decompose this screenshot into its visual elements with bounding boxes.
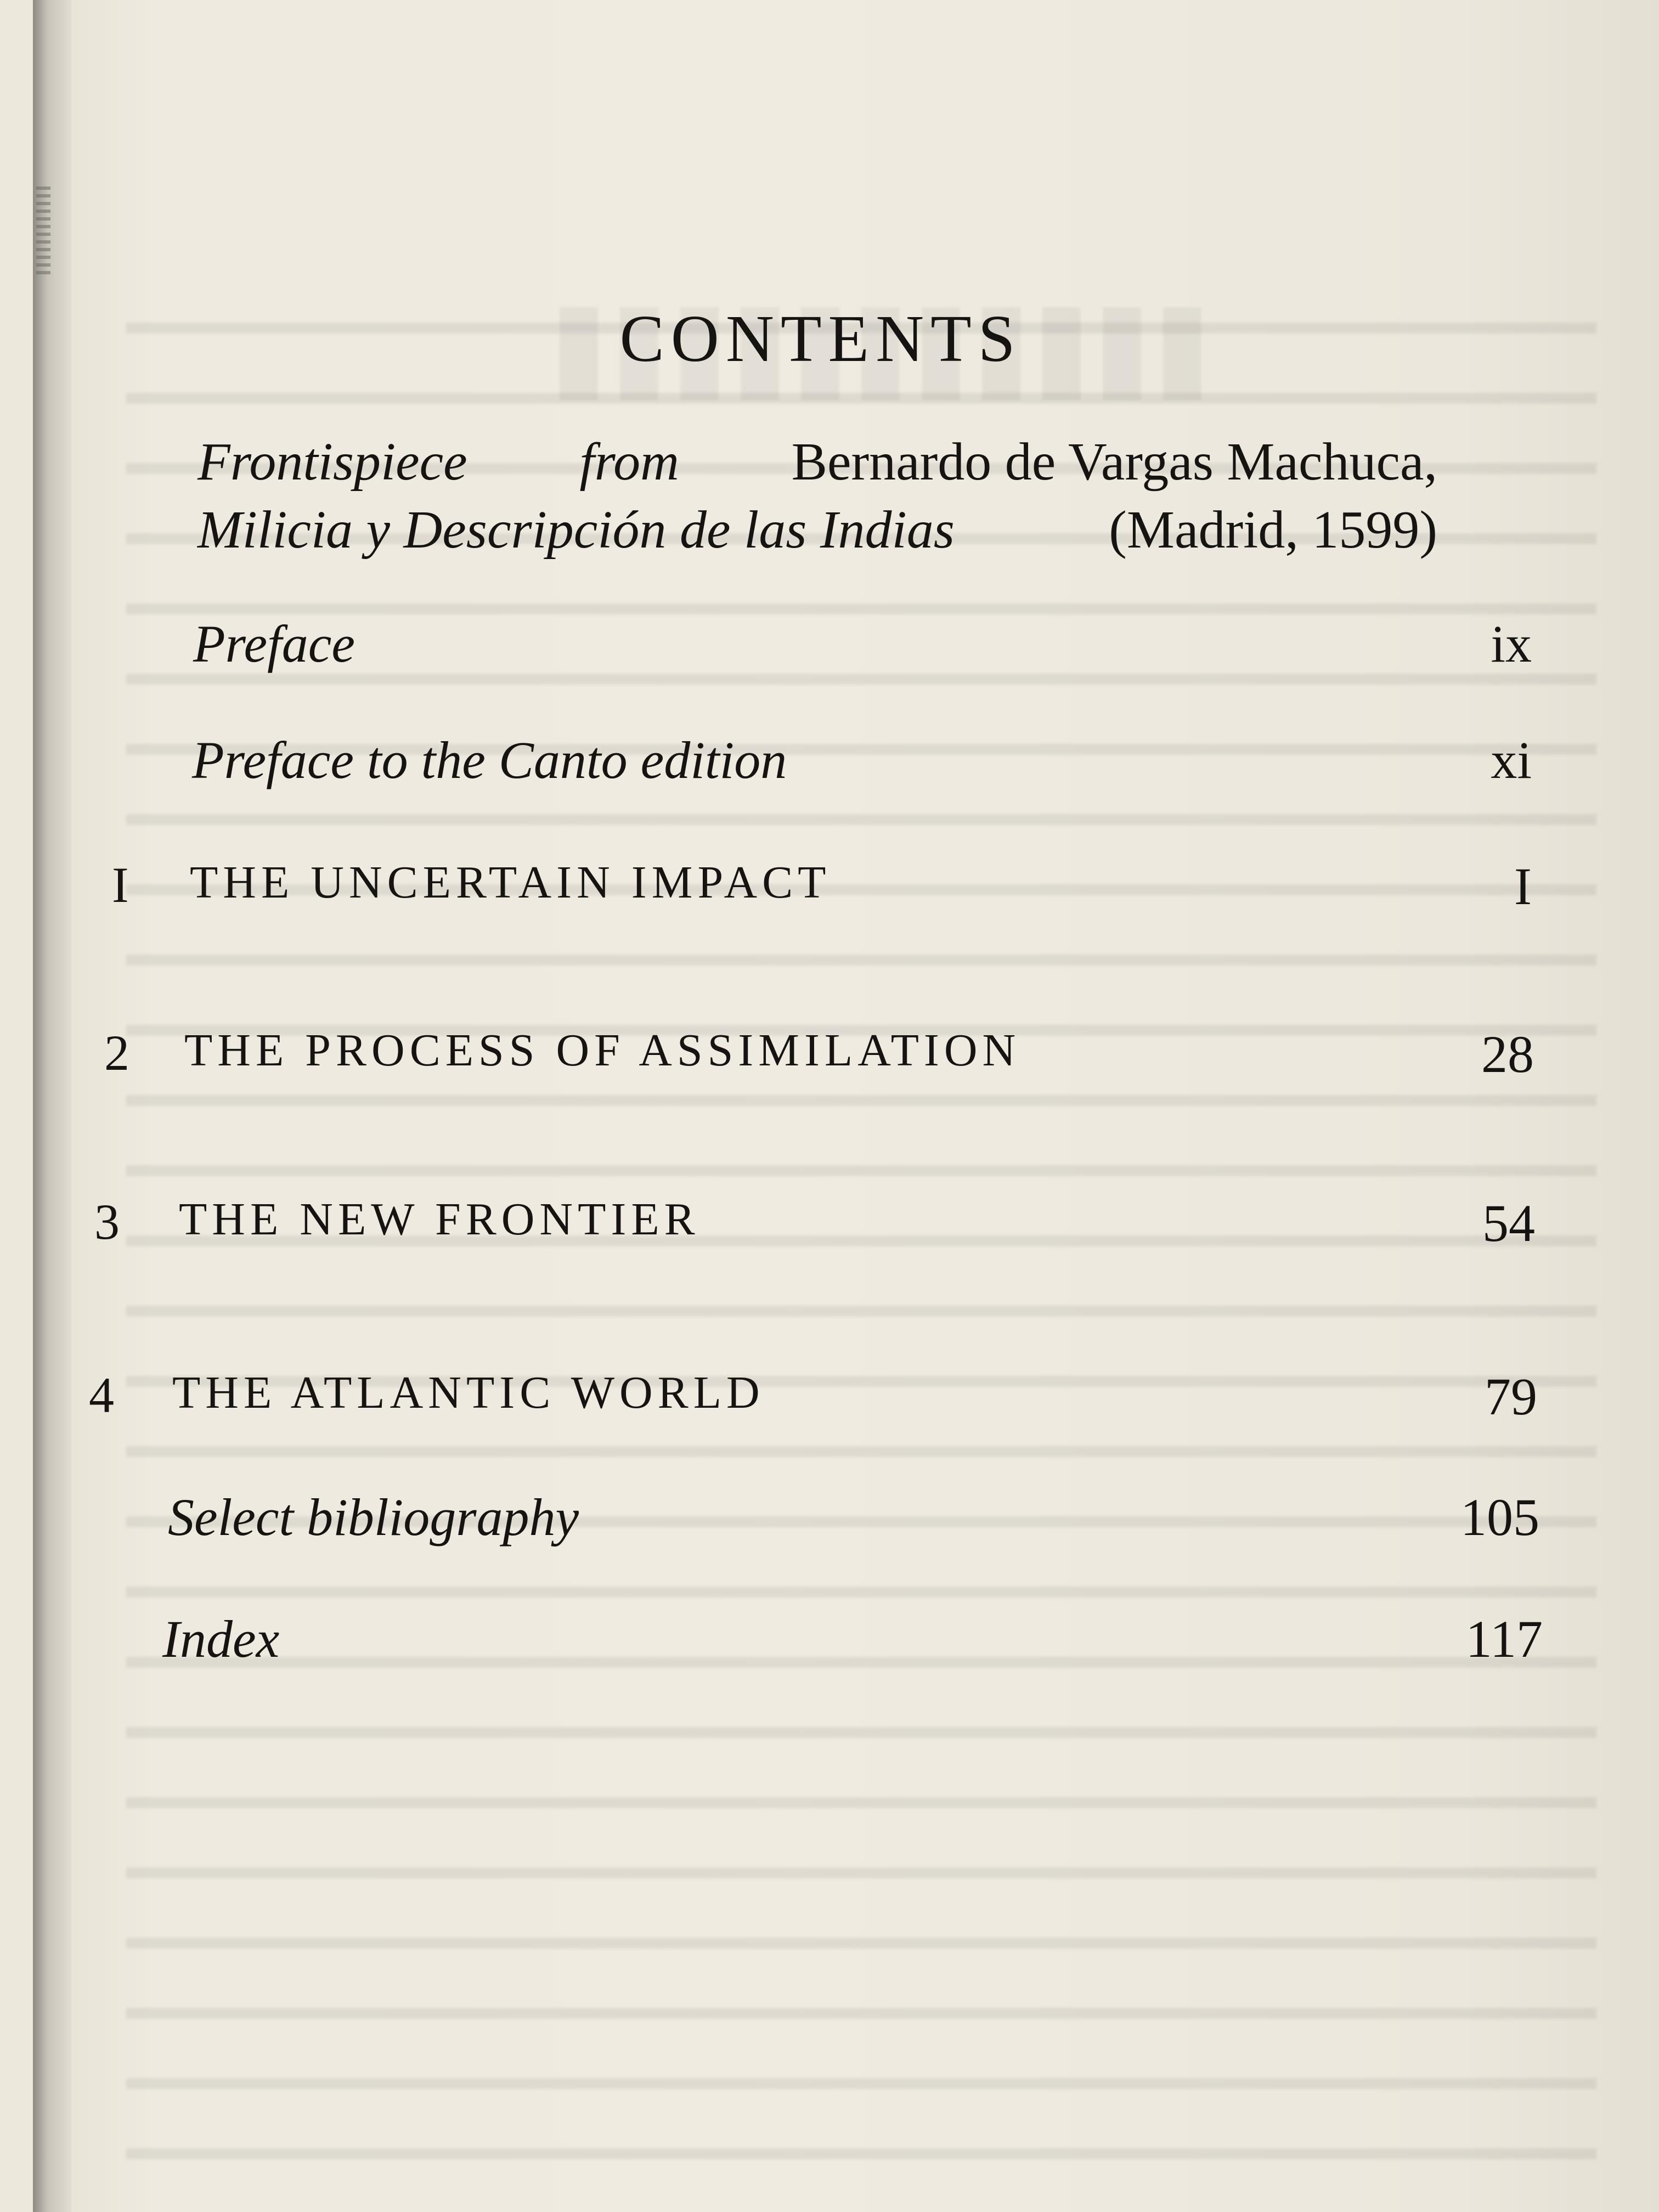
toc-entry-chapter-4 (0, 1366, 1659, 1443)
toc-label: Preface to the Canto edition (192, 731, 787, 789)
toc-label: THE PROCESS OF ASSIMILATION (184, 1025, 1021, 1076)
contents-heading: CONTENTS (619, 302, 1022, 376)
toc-entry-index (0, 1609, 1659, 1685)
toc-page-number: 105 (1460, 1488, 1539, 1547)
toc-label: THE UNCERTAIN IMPACT (190, 857, 831, 908)
chapter-number: I (112, 857, 129, 913)
toc-label: THE NEW FRONTIER (179, 1194, 700, 1245)
toc-entry-preface-canto (0, 730, 1659, 806)
frontispiece-label: Frontispiece (198, 432, 467, 492)
frontispiece-line-2 (198, 496, 1437, 564)
chapter-number: 2 (104, 1025, 129, 1081)
toc-page-number: ix (1491, 614, 1532, 673)
frontispiece-line-1 (198, 428, 1437, 496)
toc-page-number: 117 (1465, 1610, 1543, 1668)
toc-label: Preface (193, 614, 355, 673)
toc-page-number: xi (1491, 731, 1532, 789)
frontispiece-book-title: Milicia y Descripción de las Indias (198, 500, 955, 560)
toc-page-number: I (1514, 857, 1532, 916)
chapter-number: 3 (94, 1194, 120, 1250)
adjacent-page-edge (36, 187, 50, 274)
frontispiece-place-date: (Madrid, 1599) (1109, 500, 1437, 560)
frontispiece-from: from (579, 432, 679, 492)
toc-entry-preface (0, 613, 1659, 690)
toc-page-number: 79 (1485, 1367, 1537, 1426)
toc-label: Index (162, 1610, 280, 1668)
toc-label: Select bibliography (168, 1488, 579, 1547)
toc-entry-chapter-3 (0, 1193, 1659, 1269)
toc-page-number: 28 (1481, 1025, 1534, 1084)
frontispiece-author: Bernardo de Vargas Machuca, (791, 432, 1437, 492)
toc-entry-chapter-2 (0, 1024, 1659, 1101)
chapter-number: 4 (89, 1367, 114, 1423)
toc-page-number: 54 (1482, 1194, 1535, 1252)
toc-entry-bibliography (0, 1487, 1659, 1564)
toc-entry-chapter-1 (0, 856, 1659, 933)
toc-label: THE ATLANTIC WORLD (172, 1367, 765, 1418)
frontispiece-entry (198, 428, 1437, 564)
